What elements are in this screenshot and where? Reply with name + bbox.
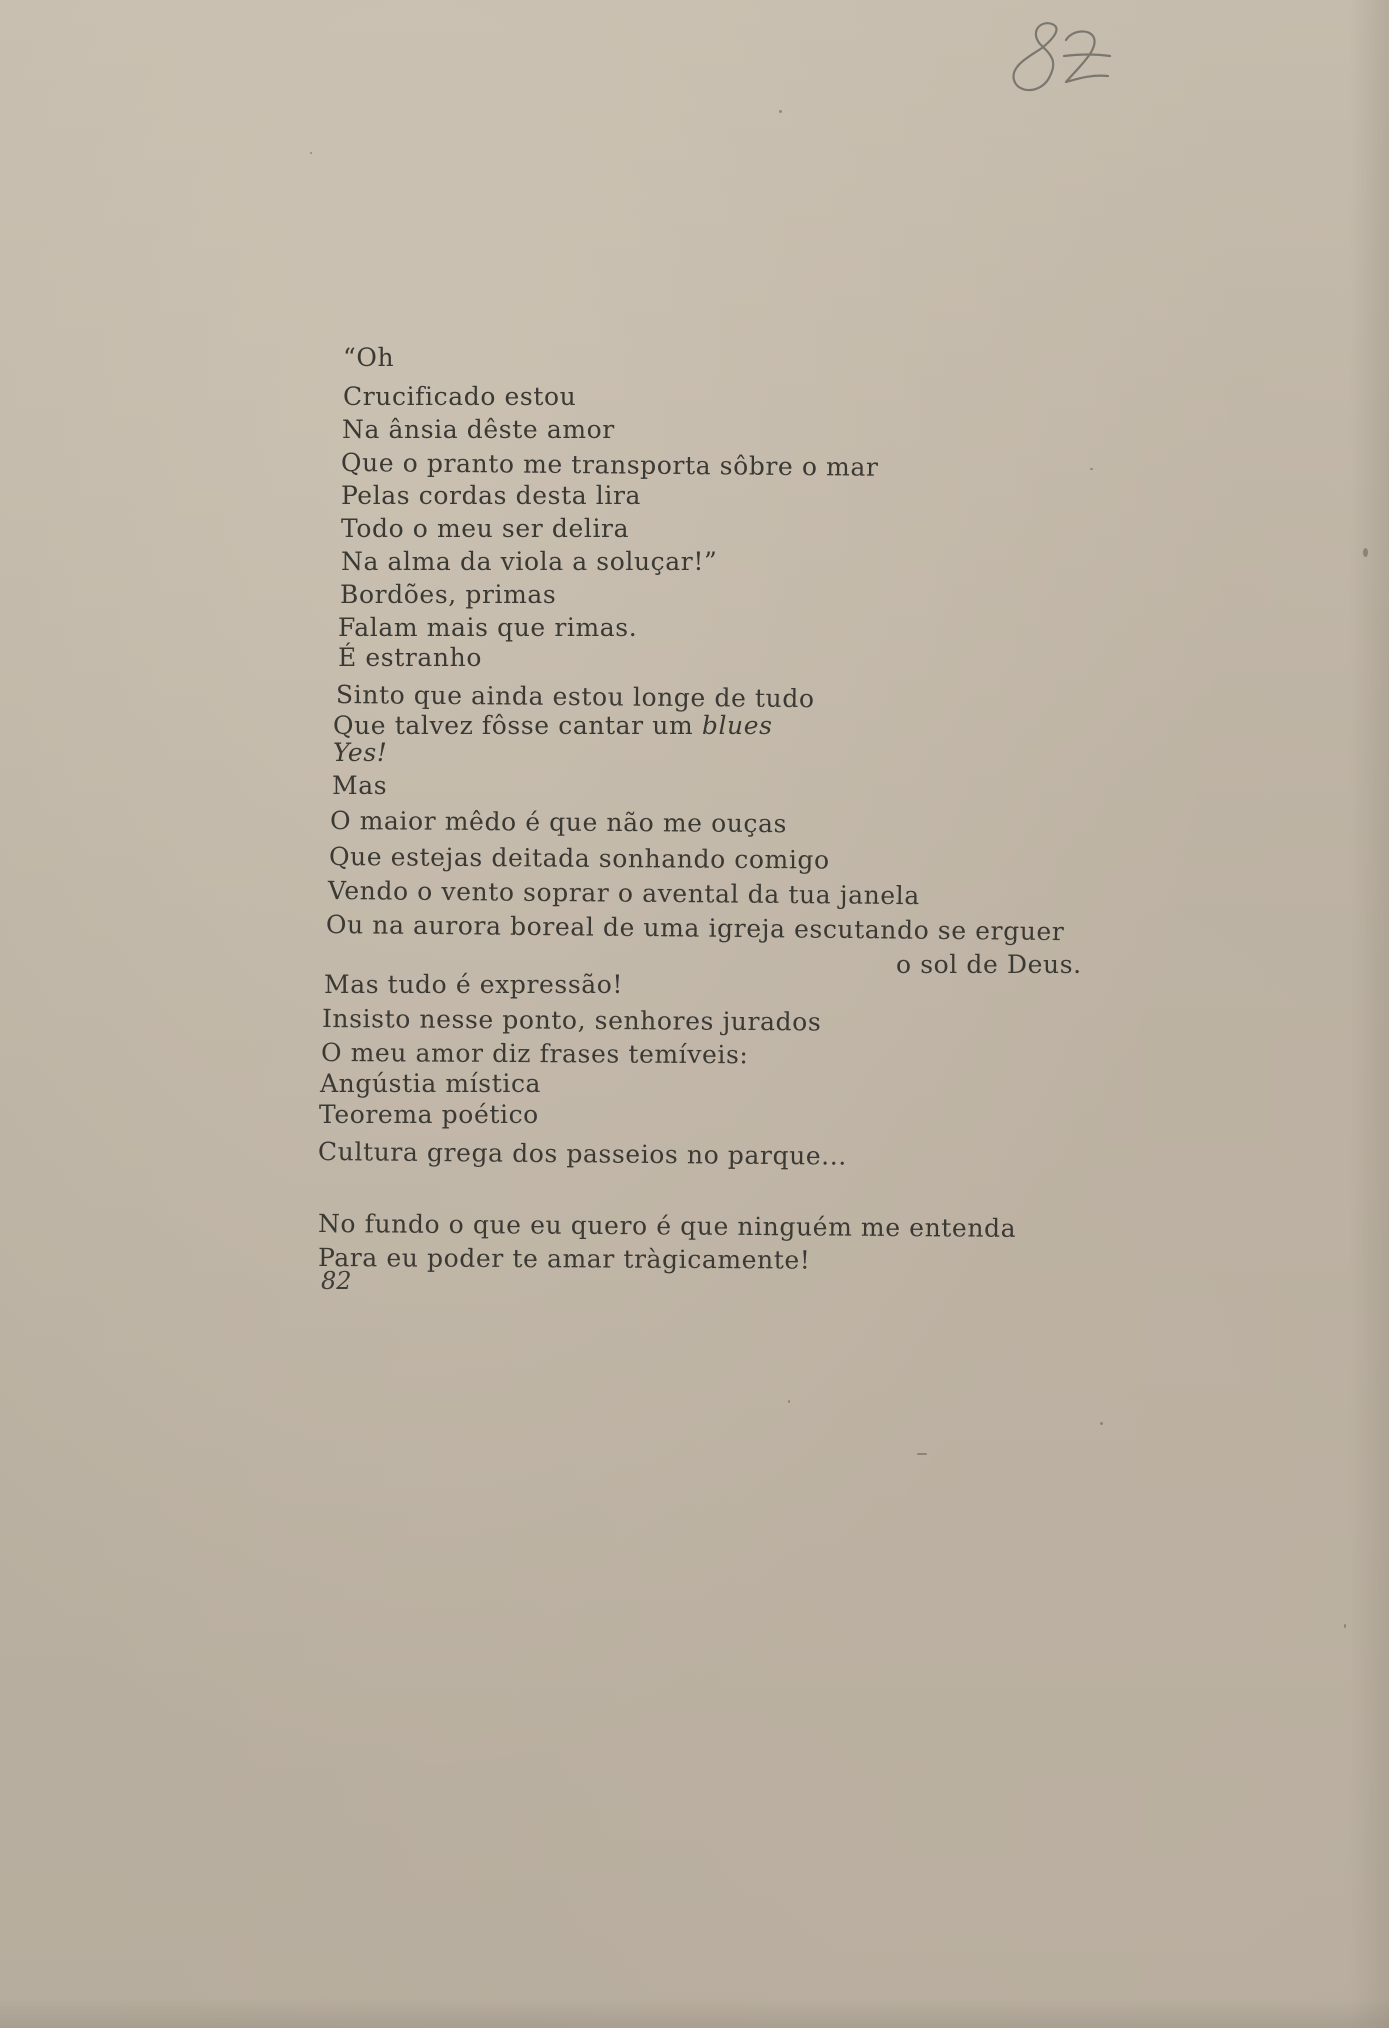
poem-line: Mas tudo é expressão! bbox=[324, 970, 624, 999]
poem-line: Yes! bbox=[333, 738, 388, 767]
poem-line bbox=[333, 711, 773, 741]
paper-speck bbox=[310, 152, 312, 154]
poem-line: Cultura grega dos passeios no parque... bbox=[317, 1137, 848, 1171]
poem-italic-word: blues bbox=[701, 711, 773, 740]
poem-line-text: Que talvez fôsse cantar um bbox=[333, 711, 694, 740]
poem-line: o sol de Deus. bbox=[896, 950, 1082, 979]
poem-line: Todo o meu ser delira bbox=[341, 514, 630, 543]
poem-line: Insisto nesse ponto, senhores jurados bbox=[321, 1004, 822, 1037]
poem-line: Que o pranto me transporta sôbre o mar bbox=[340, 448, 879, 482]
paper-speck bbox=[1100, 1422, 1103, 1425]
printed-page-number: 82 bbox=[321, 1267, 352, 1295]
poem-line: O meu amor diz frases temíveis: bbox=[320, 1038, 749, 1070]
poem-line: Pelas cordas desta lira bbox=[341, 481, 642, 510]
poem-line: Crucificado estou bbox=[343, 382, 577, 411]
poem-line: Teorema poético bbox=[319, 1100, 539, 1129]
paper-speck bbox=[779, 110, 782, 113]
poem-line: É estranho bbox=[338, 643, 482, 672]
paper-speck bbox=[788, 1400, 790, 1403]
poem-line: Sinto que ainda estou longe de tudo bbox=[335, 680, 815, 714]
paper-speck bbox=[917, 1453, 927, 1455]
poem-line: Mas bbox=[332, 771, 388, 800]
poem-line: O maior mêdo é que não me ouças bbox=[329, 806, 788, 839]
poem-line: No fundo o que eu quero é que ninguém me entenda bbox=[317, 1209, 1017, 1243]
poem-line: Que estejas deitada sonhando comigo bbox=[328, 842, 830, 875]
paper-speck bbox=[1344, 1624, 1346, 1628]
poem-line: Para eu poder te amar tràgicamente! bbox=[317, 1243, 811, 1275]
poem-line: Na alma da viola a soluçar!” bbox=[341, 547, 718, 576]
poem-line: Falam mais que rimas. bbox=[338, 613, 638, 642]
paper-speck bbox=[1363, 548, 1368, 557]
poem-line: Ou na aurora boreal de uma igreja escutando se erguer bbox=[325, 910, 1065, 947]
poem-line: Vendo o vento soprar o avental da tua janela bbox=[327, 876, 920, 911]
poem-line: Na ânsia dêste amor bbox=[342, 415, 615, 444]
poem-line: Angústia mística bbox=[320, 1069, 542, 1098]
poem-line: “Oh bbox=[343, 343, 395, 372]
paper-speck bbox=[1090, 468, 1093, 470]
poem-line: Bordões, primas bbox=[340, 580, 557, 609]
